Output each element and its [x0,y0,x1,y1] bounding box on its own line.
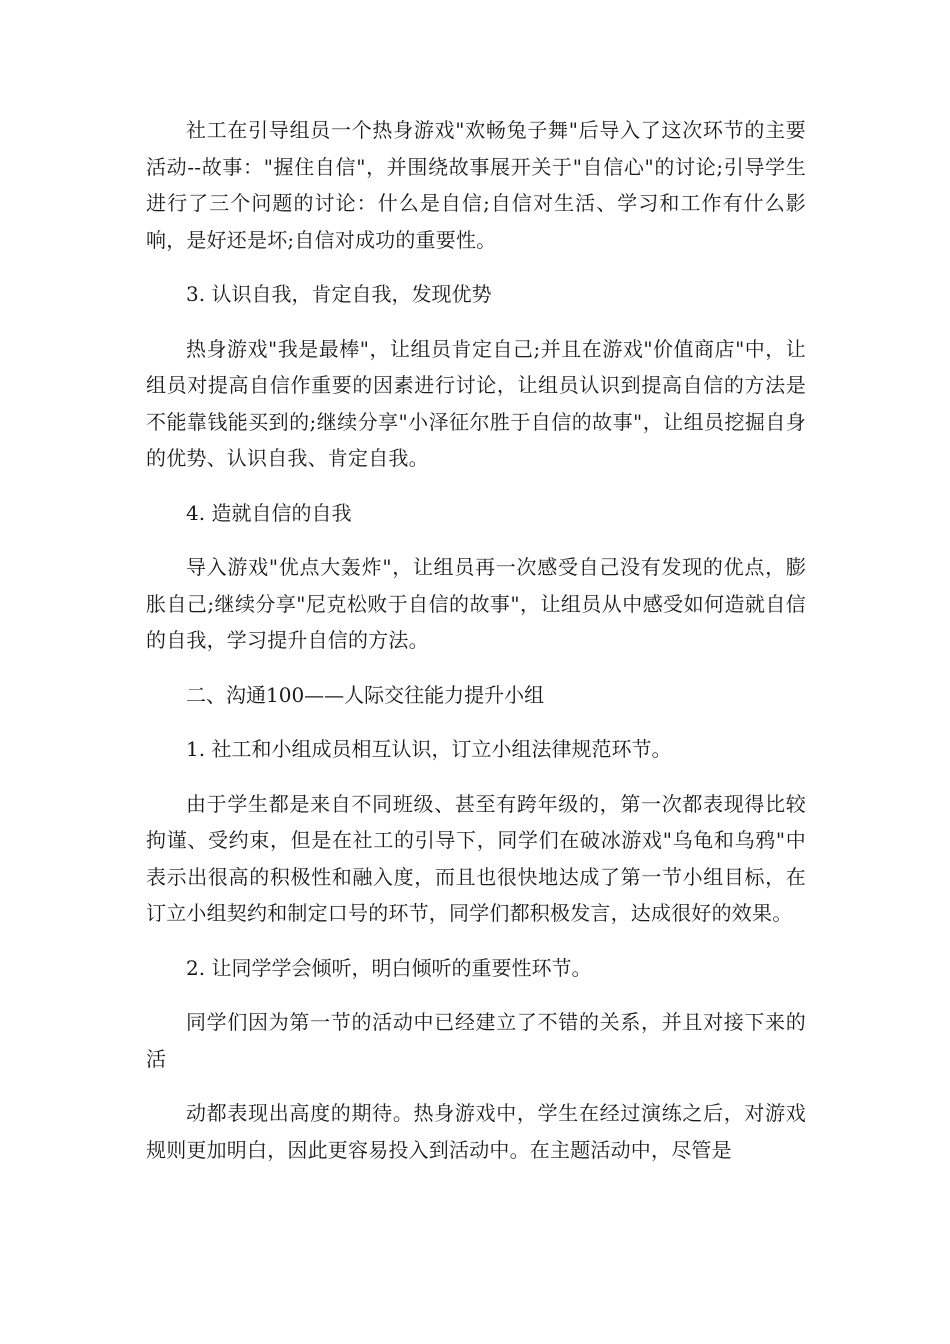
paragraph-relationship: 同学们因为第一节的活动中已经建立了不错的关系，并且对接下来的活 [146,1010,806,1071]
paragraph-value-store: 热身游戏"我是最棒"，让组员肯定自己;并且在游戏"价值商店"中，让组员对提高自信作重要的因素进行讨论，让组员认识到提高自信的方法是不能靠钱能买到的;继续分享"小泽征尔胜于自信的故事"，让组员挖掘自身的优势、认识自我、肯定自我。 [146,336,806,470]
paragraph-strengths-bomb: 导入游戏"优点大轰炸"，让组员再一次感受自己没有发现的优点，膨胀自己;继续分享"尼克松败于自信的故事"，让组员从中感受如何造就自信的自我，学习提升自信的方法。 [146,555,806,652]
heading-group-rules: 1. 社工和小组成员相互认识，订立小组法律规范环节。 [186,737,672,761]
heading-build-confidence: 4. 造就自信的自我 [186,500,352,525]
paragraph-expectation: 动都表现出高度的期待。热身游戏中，学生在经过演练之后，对游戏规则更加明白，因此更容易投入到活动中。在主题活动中，尽管是 [146,1101,806,1162]
heading-listening: 2. 让同学学会倾听，明白倾听的重要性环节。 [186,955,592,980]
paragraph-icebreaker: 由于学生都是来自不同班级、甚至有跨年级的，第一次都表现得比较拘谨、受约束，但是在社工的引导下，同学们在破冰游戏"乌龟和乌鸦"中表示出很高的积极性和融入度，而且也很快地达成了第一节小组目标，在订立小组契约和制定口号的环节，同学们都积极发言，达成很好的效果。 [146,791,806,925]
heading-know-yourself: 3. 认识自我，肯定自我，发现优势 [186,282,492,306]
heading-communication-group: 二、沟通100——人际交往能力提升小组 [186,682,545,707]
document-body [146,112,806,1186]
paragraph-warmup-confidence: 社工在引导组员一个热身游戏"欢畅兔子舞"后导入了这次环节的主要活动--故事："握住自信"，并围绕故事展开关于"自信心"的讨论;引导学生进行了三个问题的讨论：什么是自信;自信对生活、学习和工作有什么影响，是好还是坏;自信对成功的重要性。 [146,118,806,252]
